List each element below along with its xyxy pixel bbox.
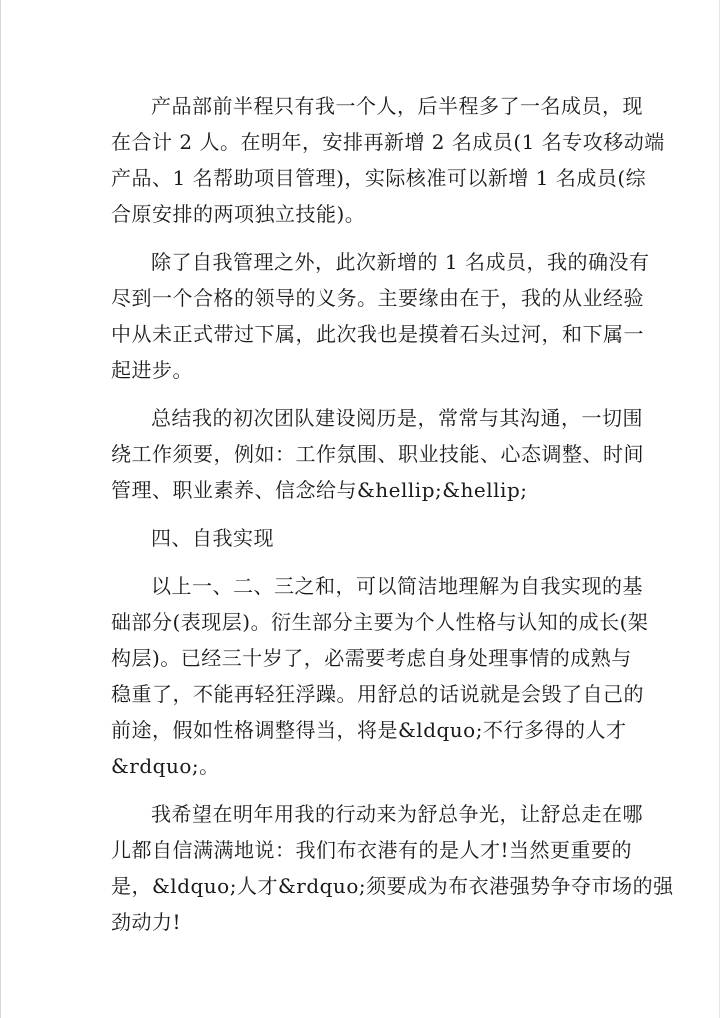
paragraph-leadership bbox=[111, 244, 650, 388]
paragraph-team-building bbox=[111, 400, 644, 508]
text-line: 我希望在明年用我的行动来为舒总争光，让舒总走在哪 bbox=[151, 802, 643, 826]
text-line: 儿都自信满满地说：我们布衣港有的是人才!当然更重要的 bbox=[111, 838, 633, 862]
text-line: 构层)。已经三十岁了，必需要考虑自身处理事情的成熟与 bbox=[111, 646, 632, 670]
text-line: 以上一、二、三之和，可以简洁地理解为自我实现的基 bbox=[151, 574, 643, 598]
text-line: 础部分(表现层)。衍生部分主要为个人性格与认知的成长(架 bbox=[111, 610, 649, 634]
text-line: 中从未正式带过下属，此次我也是摸着石头过河，和下属一 bbox=[111, 322, 644, 346]
paragraph-team-size bbox=[111, 88, 665, 232]
text-line: &rdquo;。 bbox=[111, 754, 220, 778]
text-line: 尽到一个合格的领导的义务。主要缘由在于，我的从业经验 bbox=[111, 286, 644, 310]
text-line: 管理、职业素养、信念给与&hellip;&hellip; bbox=[111, 478, 528, 502]
text-line: 产品部前半程只有我一个人，后半程多了一名成员，现 bbox=[151, 94, 643, 118]
text-line: 劲动力! bbox=[111, 910, 182, 934]
text-line: 起进步。 bbox=[111, 358, 193, 382]
paragraph-self-realization bbox=[111, 568, 649, 784]
text-line: 是，&ldquo;人才&rdquo;须要成为布衣港强势争夺市场的强 bbox=[111, 874, 674, 898]
text-line: 合原安排的两项独立技能)。 bbox=[111, 202, 366, 226]
text-line: 在合计 2 人。在明年，安排再新增 2 名成员(1 名专攻移动端 bbox=[111, 130, 665, 154]
section-heading bbox=[111, 520, 611, 556]
document-body bbox=[111, 88, 674, 952]
text-line: 除了自我管理之外，此次新增的 1 名成员，我的确没有 bbox=[151, 250, 650, 274]
text-line: 产品、1 名帮助项目管理)，实际核准可以新增 1 名成员(综 bbox=[111, 166, 647, 190]
text-line: 绕工作须要，例如：工作氛围、职业技能、心态调整、时间 bbox=[111, 442, 644, 466]
paragraph-hope bbox=[111, 796, 674, 940]
text-line: 前途，假如性格调整得当，将是&ldquo;不行多得的人才 bbox=[111, 718, 627, 742]
text-line: 稳重了，不能再轻狂浮躁。用舒总的话说就是会毁了自己的 bbox=[111, 682, 644, 706]
text-line: 总结我的初次团队建设阅历是，常常与其沟通，一切围 bbox=[151, 406, 643, 430]
heading-text: 四、自我实现 bbox=[151, 526, 274, 550]
